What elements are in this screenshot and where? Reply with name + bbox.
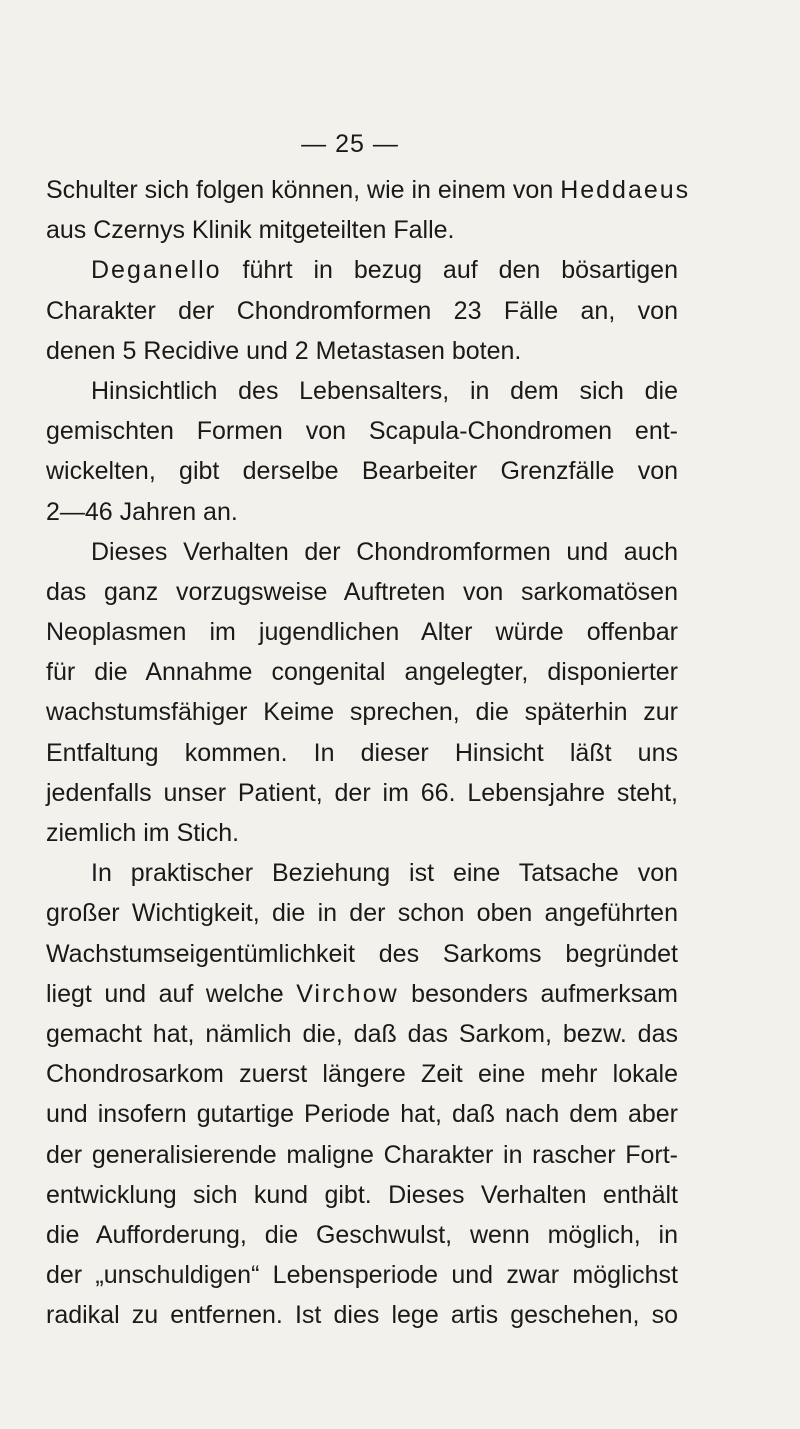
text-line: Wachstumseigentümlichkeit des Sarkoms begründet bbox=[46, 939, 678, 968]
text-line: Dieses Verhalten der Chondromformen und auch bbox=[91, 537, 678, 566]
text-line: der generalisierende maligne Charakter in rascher Fort- bbox=[46, 1140, 678, 1169]
text-line: die Aufforderung, die Geschwulst, wenn möglich, in bbox=[46, 1220, 678, 1249]
author-name: Deganello bbox=[91, 256, 222, 285]
text-span: führt in bezug auf den bösartigen bbox=[221, 256, 678, 285]
text-line: wickelten, gibt derselbe Bearbeiter Grenzfälle von bbox=[46, 457, 678, 486]
text-line: das ganz vorzugsweise Auftreten von sarkomatösen bbox=[46, 577, 678, 606]
text-line: aus Czernys Klinik mitgeteilten Falle. bbox=[46, 216, 455, 245]
text-line: radikal zu entfernen. Ist dies lege artis geschehen, so bbox=[46, 1301, 678, 1330]
text-line: Chondrosarkom zuerst längere Zeit eine mehr lokale bbox=[46, 1060, 678, 1089]
body-text bbox=[46, 170, 691, 1335]
text-line: für die Annahme congenital angelegter, disponierter bbox=[46, 658, 678, 687]
text-line: ziemlich im Stich. bbox=[46, 819, 240, 847]
text-line: In praktischer Beziehung ist eine Tatsache von bbox=[91, 859, 678, 888]
text-line: Hinsichtlich des Lebensalters, in dem sich die bbox=[91, 376, 678, 405]
text-span: Schulter sich folgen können, wie in einem von bbox=[46, 176, 561, 204]
text-span: liegt und auf welche bbox=[46, 979, 297, 1008]
text-line: entwicklung sich kund gibt. Dieses Verhalten enthält bbox=[46, 1180, 678, 1209]
text-line: jedenfalls unser Patient, der im 66. Lebensjahre steht, bbox=[46, 778, 678, 807]
text-line bbox=[46, 170, 691, 210]
text-line: Entfaltung kommen. In dieser Hinsicht läßt uns bbox=[46, 738, 678, 767]
text-line: 2—46 Jahren an. bbox=[46, 497, 238, 526]
page-number: — 25 — bbox=[301, 130, 399, 158]
author-name: Heddaeus bbox=[560, 176, 691, 204]
text-line: und insofern gutartige Periode hat, daß nach dem aber bbox=[46, 1100, 678, 1129]
text-line bbox=[46, 974, 678, 1014]
text-span: besonders aufmerksam bbox=[398, 979, 678, 1008]
text-line: wachstumsfähiger Keime sprechen, die späterhin zur bbox=[46, 698, 678, 727]
text-line: großer Wichtigkeit, die in der schon oben angeführten bbox=[46, 899, 678, 928]
text-line: denen 5 Recidive und 2 Metastasen boten. bbox=[46, 336, 522, 365]
text-line: gemischten Formen von Scapula-Chondromen ent- bbox=[46, 417, 678, 446]
text-line: Charakter der Chondromformen 23 Fälle an, von bbox=[46, 296, 678, 325]
text-line: gemacht hat, nämlich die, daß das Sarkom, bezw. das bbox=[46, 1019, 678, 1048]
text-line bbox=[46, 250, 678, 290]
text-line: der „unschuldigen“ Lebensperiode und zwar möglichst bbox=[46, 1261, 678, 1290]
author-name: Virchow bbox=[296, 979, 399, 1008]
text-line: Neoplasmen im jugendlichen Alter würde offenbar bbox=[46, 618, 678, 647]
